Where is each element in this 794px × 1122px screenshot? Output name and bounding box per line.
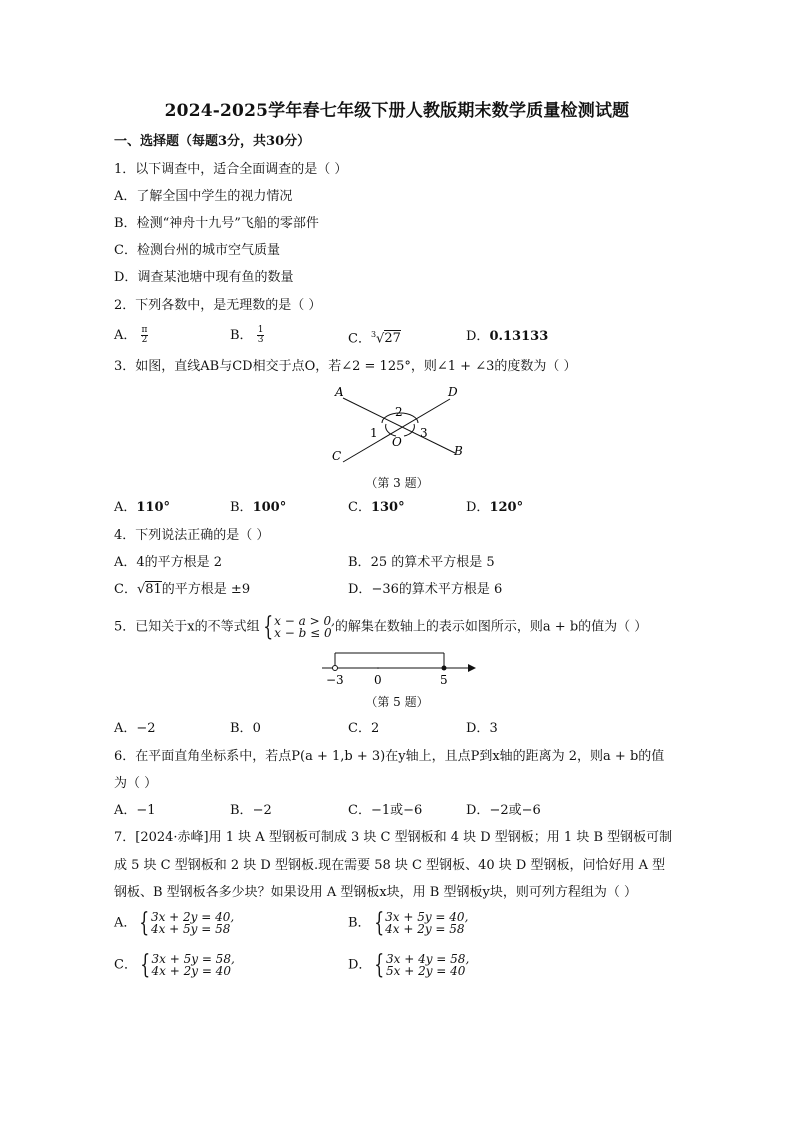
option-key: A．	[114, 803, 137, 818]
open-point	[333, 666, 338, 671]
fraction-denominator: 2	[141, 335, 148, 345]
origin-tick	[377, 667, 379, 669]
option-text: 2	[370, 721, 380, 736]
option-text: −2或−6	[489, 803, 541, 818]
q6-option-a[interactable]	[114, 802, 156, 820]
q6-option-c[interactable]	[348, 802, 422, 820]
section-heading: 一、选择题（每题3分，共30分）	[114, 134, 311, 149]
option-text: 0.13133	[489, 329, 549, 344]
option-text: 120°	[489, 500, 524, 515]
tick-label-neg3: −3	[326, 673, 344, 687]
q3-option-d[interactable]	[466, 499, 523, 517]
q4-option-c[interactable]	[114, 581, 250, 599]
option-key: D．	[348, 582, 372, 597]
option-text: −1	[136, 803, 156, 818]
option-key: C．	[114, 243, 137, 258]
tick-label-5: 5	[440, 673, 448, 687]
radicand: 27	[384, 331, 401, 347]
option-key: C．	[114, 957, 137, 973]
option-text: −1或−6	[370, 803, 423, 818]
fraction-numerator: π	[141, 325, 148, 335]
equation-2: 4x + 2y = 58	[385, 922, 465, 936]
fraction-numerator: 1	[257, 325, 264, 335]
fraction	[257, 326, 265, 345]
radical-icon: √	[136, 582, 146, 597]
equation-2: 4x + 2y = 40	[151, 964, 231, 978]
option-key: B．	[114, 216, 137, 231]
option-key: B．	[230, 328, 253, 343]
option-key: C．	[348, 500, 371, 515]
q7-stem-line2: 成 5 块 C 型钢板和 2 块 D 型钢板.现在需要 58 块 C 型钢板、40 块 D 型钢板，问恰好用 A 型	[114, 858, 666, 873]
q6-stem-line2: 为（ ）	[114, 776, 158, 791]
inequality-system	[260, 614, 335, 640]
label-b: B	[454, 444, 463, 458]
option-text: 的平方根是 ±9	[161, 582, 251, 597]
q7-stem-line3: 钢板、B 型钢板各多少块？如果设用 A 型钢板x块，用 B 型钢板y块，则可列方程组为（ ）	[114, 885, 637, 900]
q7-option-c[interactable]	[114, 952, 235, 978]
option-key: D．	[114, 270, 138, 285]
inequality-1: x − a > 0,	[274, 614, 335, 628]
option-key: C．	[348, 331, 371, 347]
option-text: 3	[489, 721, 498, 736]
q5-option-b[interactable]	[230, 720, 261, 738]
q7-option-d[interactable]	[348, 952, 469, 978]
equation-system	[137, 952, 235, 978]
fraction-denominator: 3	[257, 335, 264, 345]
q7-option-a[interactable]	[114, 910, 234, 936]
equation-1: 3x + 5y = 40,	[385, 910, 469, 924]
q4-stem: 4．下列说法正确的是（ ）	[114, 528, 270, 543]
fraction	[141, 326, 149, 345]
option-key: D．	[466, 721, 490, 736]
label-a: A	[335, 385, 344, 399]
option-key: C．	[348, 721, 371, 736]
q3-option-c[interactable]	[348, 499, 405, 517]
option-key: A．	[114, 721, 137, 736]
label-angle-3: 3	[420, 426, 428, 440]
option-text: 110°	[136, 500, 171, 515]
option-text: 0	[252, 721, 261, 736]
option-text: 检测台州的城市空气质量	[136, 243, 280, 258]
option-text: 130°	[370, 500, 405, 515]
label-d: D	[448, 385, 458, 399]
q7-stem-line1: 7．[2024·赤峰]用 1 块 A 型钢板可制成 3 块 C 型钢板和 4 块 D 型钢板；用 1 块 B 型钢板可制	[114, 830, 673, 845]
label-angle-2: 2	[395, 405, 403, 419]
q2-option-a[interactable]	[114, 326, 148, 345]
option-key: A．	[114, 189, 137, 204]
q3-stem: 3．如图，直线AB与CD相交于点O，若∠2 = 125°，则∠1 + ∠3的度数为（ ）	[114, 359, 577, 374]
option-text: −2	[136, 721, 156, 736]
option-key: A．	[114, 555, 137, 570]
option-text: 检测“神舟十九号”飞船的零部件	[136, 216, 319, 231]
equation-system	[371, 910, 469, 936]
option-text: 100°	[252, 500, 287, 515]
inequality-2: x − b ≤ 0	[274, 626, 332, 640]
equation-system	[136, 910, 234, 936]
page-title: 2024-2025学年春七年级下册人教版期末数学质量检测试题	[164, 101, 630, 121]
q4-option-b[interactable]	[348, 554, 495, 572]
q3-option-b[interactable]	[230, 499, 286, 517]
option-text: 调查某池塘中现有鱼的数量	[137, 270, 294, 285]
equation-2: 5x + 2y = 40	[385, 964, 466, 978]
q6-option-d[interactable]	[466, 802, 541, 820]
q7-option-b[interactable]	[348, 910, 468, 936]
option-key: B．	[230, 500, 253, 515]
q1-option-b[interactable]	[114, 215, 319, 233]
q2-option-d[interactable]	[466, 328, 548, 346]
q4-option-d[interactable]	[348, 581, 502, 599]
q5-option-c[interactable]	[348, 720, 379, 738]
q5-stem	[114, 614, 647, 640]
q5-stem-after: 的解集在数轴上的表示如图所示，则a + b的值为（ ）	[334, 619, 648, 635]
q2-option-b[interactable]	[230, 326, 264, 345]
q5-option-a[interactable]	[114, 720, 156, 738]
option-key: C．	[114, 582, 137, 597]
brace-icon: {	[262, 612, 273, 642]
equation-1: 3x + 2y = 40,	[150, 910, 235, 924]
q1-option-d[interactable]	[114, 269, 293, 287]
closed-point	[442, 666, 447, 671]
option-key: B．	[348, 915, 371, 931]
q2-stem: 2．下列各数中，是无理数的是（ ）	[114, 298, 322, 313]
radical-icon: √	[376, 331, 385, 347]
option-key: B．	[230, 721, 253, 736]
q3-caption: （第 3 题）	[365, 476, 429, 490]
equation-2: 4x + 5y = 58	[150, 922, 231, 936]
option-key: A．	[114, 500, 137, 515]
brace-icon: {	[374, 950, 385, 980]
q1-stem: 1．以下调查中，适合全面调查的是（ ）	[114, 162, 348, 177]
option-text: −36的算术平方根是 6	[371, 582, 503, 597]
option-key: B．	[348, 555, 371, 570]
brace-icon: {	[140, 950, 151, 980]
option-key: D．	[466, 803, 490, 818]
label-o: O	[392, 435, 402, 449]
q3-figure	[320, 380, 480, 470]
q6-stem-line1: 6．在平面直角坐标系中，若点P(a + 1,b + 3)在y轴上，且点P到x轴的距离为 2，则a + b的值	[114, 749, 665, 764]
label-c: C	[332, 449, 342, 463]
q4-option-a[interactable]	[114, 554, 222, 572]
option-text: 4的平方根是 2	[136, 555, 223, 570]
brace-icon: {	[373, 908, 384, 938]
root-index: 3	[370, 330, 377, 339]
option-key: B．	[230, 803, 253, 818]
option-key: D．	[466, 500, 490, 515]
q5-number-line	[318, 648, 478, 688]
q5-option-d[interactable]	[466, 720, 498, 738]
q1-option-c[interactable]	[114, 242, 280, 260]
option-key: A．	[114, 915, 137, 931]
brace-icon: {	[139, 908, 150, 938]
radicand: 81	[145, 582, 162, 597]
option-key: C．	[348, 803, 371, 818]
option-key: D．	[348, 957, 372, 973]
option-text: −2	[252, 803, 272, 818]
q1-option-a[interactable]	[114, 188, 292, 206]
option-text: 了解全国中学生的视力情况	[136, 189, 293, 204]
tick-label-0: 0	[374, 673, 382, 687]
label-angle-1: 1	[370, 426, 378, 440]
q2-option-c[interactable]	[348, 326, 401, 348]
option-key: A．	[114, 328, 137, 343]
axis-arrow-icon	[468, 664, 476, 672]
equation-1: 3x + 5y = 58,	[151, 952, 235, 966]
equation-1: 3x + 4y = 58,	[385, 952, 470, 966]
q5-caption: （第 5 题）	[365, 695, 429, 709]
q5-stem-before: 5．已知关于x的不等式组	[114, 619, 260, 635]
equation-system	[371, 952, 469, 978]
option-key: D．	[466, 329, 490, 344]
option-text: 25 的算术平方根是 5	[370, 555, 495, 570]
q6-option-b[interactable]	[230, 802, 272, 820]
q3-option-a[interactable]	[114, 499, 170, 517]
